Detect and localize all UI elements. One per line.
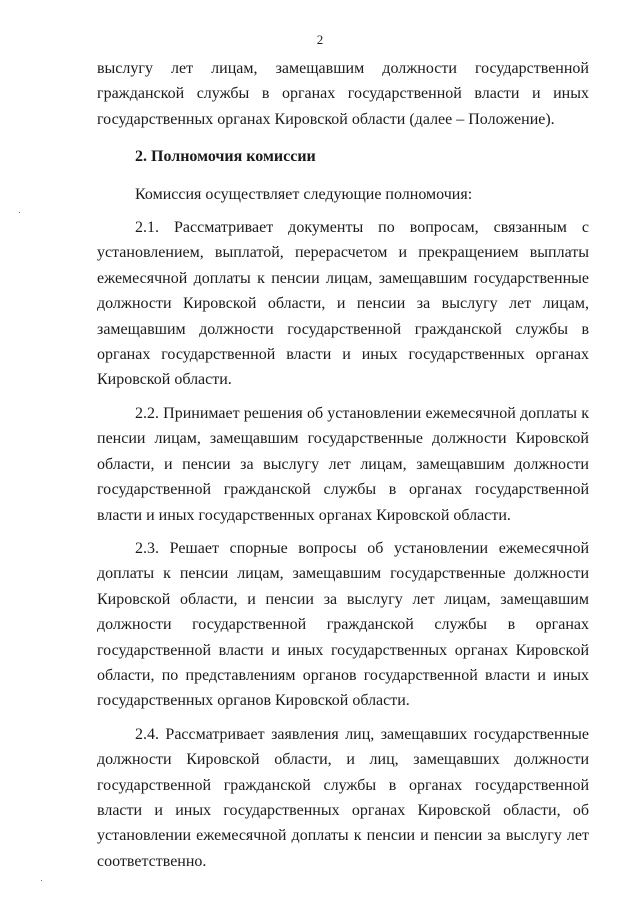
scan-speck (41, 880, 42, 881)
item-2-3-paragraph: 2.3. Решает спорные вопросы об установлении ежемесячной доплаты к пенсии лицам, замещавшим государственные должности Кировской области, и пенсии за выслугу лет лицам, замещавшим должности государственной гражданской службы в органах государственной власти и иных государственных органах Кировской области, по представлениям органов государственной власти и иных государственных органов Кировской области. (97, 539, 589, 710)
item-2-4-paragraph: 2.4. Рассматривает заявления лиц, замещавших государственные должности Кировской области, и лиц, замещавших должности государственной гражданской службы в органах государственной власти и иных государственных органах Кировской области, об установлении ежемесячной доплаты к пенсии и пенсии за выслугу лет соответственно. (97, 725, 589, 870)
page-number: 2 (316, 32, 324, 47)
section-heading: 2. Полномочия комиссии (135, 148, 316, 166)
continuation-paragraph: выслугу лет лицам, замещавшим должности государственной гражданской службы в органах государственной власти и иных государственных органах Кировской области (далее – Положение). (97, 60, 589, 128)
item-2-1-paragraph: 2.1. Рассматривает документы по вопросам, связанным с установлением, выплатой, перерасчетом и прекращением выплаты ежемесячной доплаты к пенсии лицам, замещавшим государственные должности Кировской области, и пенсии за выслугу лет лицам, замещавшим должности государственной гражданской службы в органах государственной власти и иных государственных органах Кировской области. (97, 219, 589, 389)
document-body (97, 56, 589, 874)
item-2-2-paragraph: 2.2. Принимает решения об установлении ежемесячной доплаты к пенсии лицам, замещавшим государственные должности Кировской области, и пенсии за выслугу лет лицам, замещавшим должности государственной гражданской службы в органах государственной власти и иных государственных органах Кировской области. (97, 404, 589, 524)
scan-speck (19, 212, 20, 213)
intro-paragraph: Комиссия осуществляет следующие полномочия: (135, 185, 473, 203)
